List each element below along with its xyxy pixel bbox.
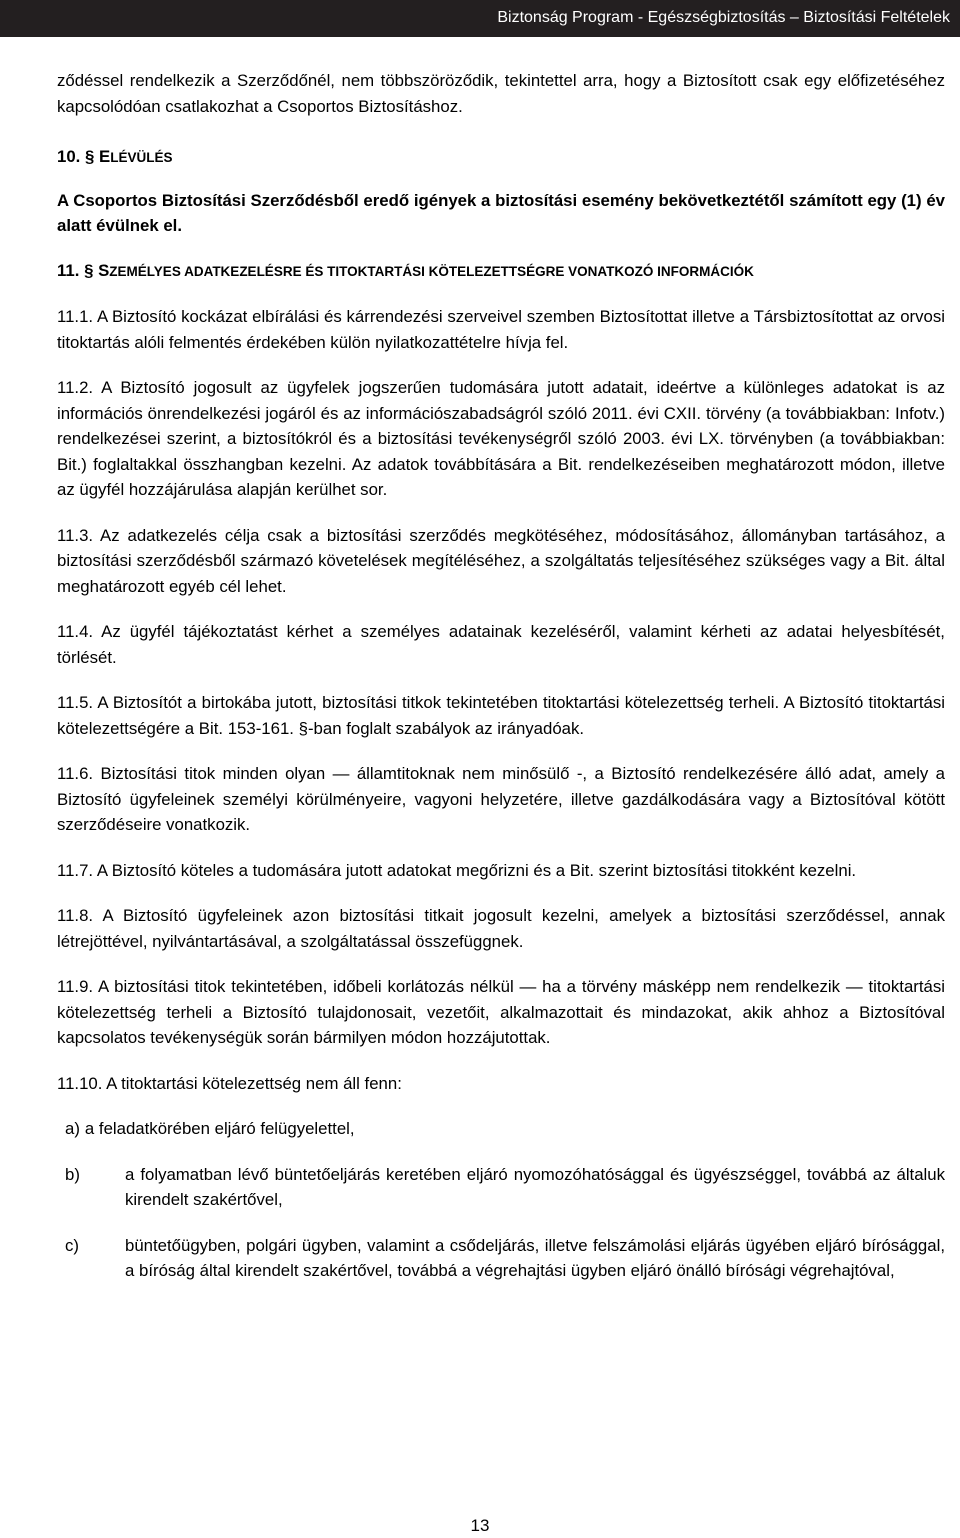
clause-text: A Biztosító ügyfeleinek azon biztosítási titkait jogosult kezelni, amelyek a biztosítási szerződéssel, annak létrejöttével, nyilvántartásával, a szolgáltatással összefüggnek.	[57, 906, 945, 951]
list-item-text: büntetőügyben, polgári ügyben, valamint a csődeljárás, illetve felszámolási eljárás ügyében eljáró bírósággal, a bíróság által kirendelt szakértővel, továbbá a végrehajtási ügyben eljáró önálló bírósági végrehajtóval,	[125, 1235, 945, 1280]
clause-11-7	[57, 858, 945, 884]
clause-text: Az adatkezelés célja csak a biztosítási szerződés megkötéséhez, módosításához, állományban tartásához, a biztosítási szerződésből származó követelések megítéléséhez, a szolgáltatás teljesítéséhez szükséges vagy a Bit. által meghatározott egyéb cél lehet.	[57, 525, 945, 596]
clause-number: 11.8.	[57, 906, 94, 925]
clause-11-5	[57, 690, 945, 741]
clause-number: 11.5.	[57, 693, 94, 712]
section-10-heading	[57, 144, 945, 171]
clause-text: Az ügyfél tájékoztatást kérhet a személyes adatainak kezeléséről, valamint kérheti az adatai helyesbítését, törlését.	[57, 622, 945, 667]
clause-number: 11.9.	[57, 977, 94, 996]
list-item	[65, 1116, 945, 1142]
section-11-title-rest: ZEMÉLYES ADATKEZELÉSRE ÉS TITOKTARTÁSI KÖTELEZETTSÉGRE VONATKOZÓ INFORMÁCIÓK	[109, 263, 754, 279]
clause-number: 11.10.	[57, 1073, 103, 1093]
clause-text: A Biztosítót a birtokába jutott, biztosítási titkok tekintetében titoktartási kötelezettség terheli. A Biztosító titoktartási kötelezettségére a Bit. 153-161. §-ban foglalt szabályok az irányadóak.	[57, 693, 945, 738]
clause-11-10	[57, 1071, 945, 1097]
section-11-number: 11.	[57, 260, 80, 280]
clause-number: 11.4.	[57, 622, 94, 641]
header-bar	[0, 0, 960, 37]
clause-11-8	[57, 903, 945, 954]
page-number: 13	[470, 1516, 490, 1535]
exception-list	[57, 1116, 945, 1284]
section-10-number: 10.	[57, 147, 81, 166]
list-item-text: a feladatkörében eljáró felügyelettel,	[84, 1119, 355, 1138]
section-10-title-first: E	[99, 147, 111, 166]
clause-11-2	[57, 375, 945, 503]
clause-number: 11.1.	[57, 307, 94, 326]
clause-number: 11.2.	[57, 378, 94, 397]
clause-text: A Biztosító kockázat elbírálási és kárrendezési szerveivel szemben Biztosítottat illetve a Társbiztosítottat az orvosi titoktartás alóli felmentés érdekében külön nyilatkozattételre hívja fel.	[57, 307, 945, 352]
section-10-title-rest: LÉVÜLÉS	[110, 150, 173, 165]
clause-text: Biztosítási titok minden olyan — államtitoknak nem minősülő -, a Biztosító rendelkezésére álló adat, amely a Biztosító ügyfeleinek személyi körülményeire, vagyoni helyzetére, illetve gazdálkodására vagy a Biztosítóval kötött szerződéseire vonatkozik.	[57, 764, 945, 834]
list-item-marker: b)	[65, 1164, 80, 1184]
clause-text: A Biztosító jogosult az ügyfelek jogszerűen tudomására jutott adatait, ideértve a különleges adatokat is az információs önrendelkezési jogáról és az információszabadságról szóló 2011. évi CXII. törvény (a továbbiakban: Infotv.) rendelkezései szerint, a biztosítókról és a biztosítási tevékenységről szóló 2003. évi LX. törvényben (a továbbiakban: Bit.) foglaltakkal összhangban kezelni. Az adatok továbbítására a Bit. rendelkezéseiben meghatározott módon, illetve az ügyfél hozzájárulása alapján kerülhet sor.	[57, 378, 945, 499]
list-item	[65, 1233, 945, 1284]
document-body	[57, 68, 945, 1284]
section-11-symbol: §	[84, 260, 94, 280]
section-11-title-first: S	[98, 260, 110, 280]
document-header-title: Biztonság Program - Egészségbiztosítás – Biztosítási Feltételek	[497, 9, 950, 26]
clause-text: A titoktartási kötelezettség nem áll fenn:	[106, 1073, 402, 1093]
clause-11-4	[57, 619, 945, 670]
clause-11-1	[57, 304, 945, 355]
clause-number: 11.6.	[57, 764, 94, 783]
list-item-text: a folyamatban lévő büntetőeljárás keretében eljáró nyomozóhatósággal és ügyészséggel, továbbá az általuk kirendelt szakértővel,	[125, 1164, 945, 1209]
clause-number: 11.3.	[57, 525, 94, 545]
intro-paragraph: ződéssel rendelkezik a Szerződőnél, nem többszöröződik, tekintettel arra, hogy a Biztosított csak egy előfizetéséhez kapcsolódóan csatlakozhat a Csoportos Biztosításhoz.	[57, 71, 945, 116]
section-10-body: A Csoportos Biztosítási Szerződésből eredő igények a biztosítási esemény bekövetkeztétől számított egy (1) év alatt évülnek el.	[57, 190, 945, 235]
list-item-marker: a)	[65, 1119, 80, 1138]
clause-text: A biztosítási titok tekintetében, időbeli korlátozás nélkül — ha a törvény másképp nem rendelkezik — titoktartási kötelezettség terheli a Biztosító tulajdonosait, vezetőit, alkalmazottait és mindazokat, akik ahhoz a Biztosítóval kapcsolatos tevékenységük során bármilyen módon hozzájutottak.	[57, 977, 945, 1047]
section-11-heading	[57, 258, 945, 285]
clause-number: 11.7.	[57, 860, 94, 880]
clause-11-9	[57, 974, 945, 1051]
clause-text: A Biztosító köteles a tudomására jutott adatokat megőrizni és a Bit. szerint biztosítási titokként kezelni.	[96, 860, 857, 880]
clause-11-6	[57, 761, 945, 838]
list-item	[65, 1162, 945, 1213]
list-item-marker: c)	[65, 1235, 79, 1255]
clause-11-3	[57, 523, 945, 600]
section-10-symbol: §	[85, 147, 95, 166]
